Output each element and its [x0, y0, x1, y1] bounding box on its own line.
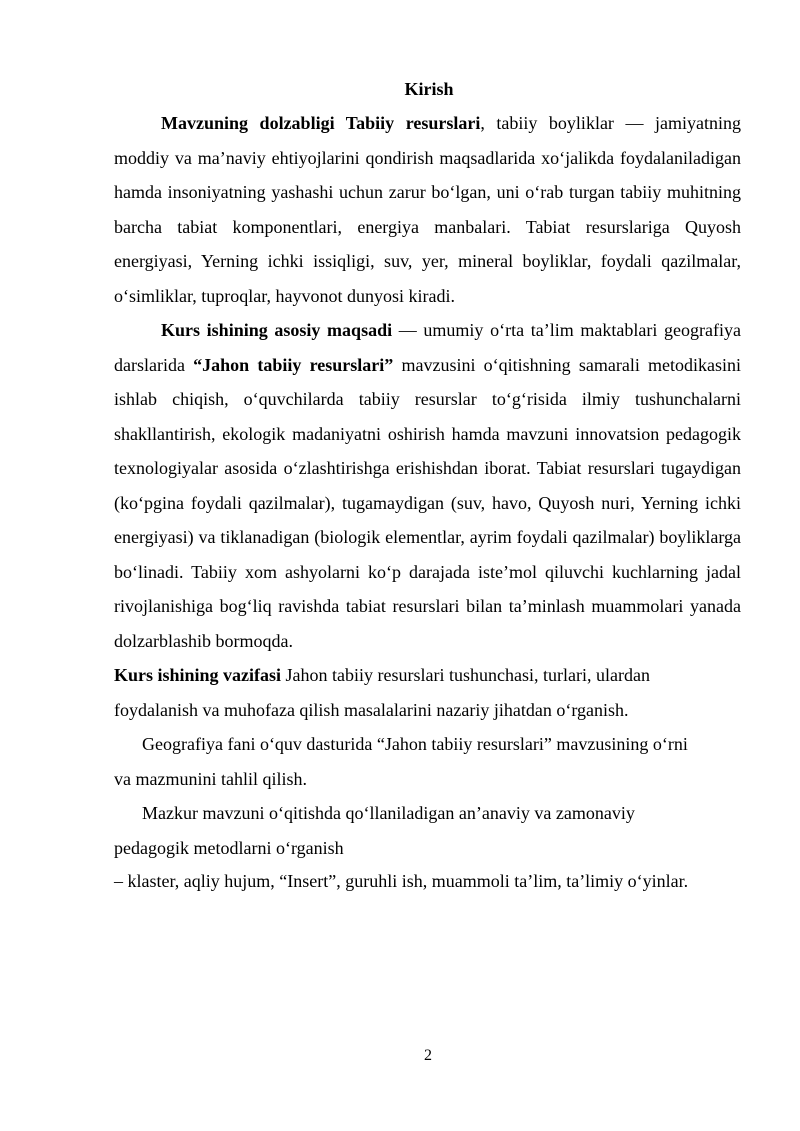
paragraph-methods-list [114, 865, 741, 898]
paragraph-tasks [114, 658, 741, 727]
curriculum-text: Geografiya fani o‘quv dasturida “Jahon tabiiy resurslari” mavzusining o‘rni va mazmunini tahlil qilish. [114, 734, 688, 789]
paragraph-methods [114, 796, 741, 865]
tasks-text: Jahon tabiiy resurslari tushunchasi, turlari, ulardan foydalanish va muhofaza qilish masalalarini nazariy jihatdan o‘rganish. [114, 665, 650, 720]
paragraph-goal [114, 313, 741, 658]
relevance-heading: Mavzuning dolzabligi Tabiiy resurslari [161, 113, 481, 133]
paragraph-curriculum [114, 727, 741, 796]
document-body [114, 106, 741, 898]
page-title: Kirish [404, 79, 454, 99]
methods-list-text: – klaster, aqliy hujum, “Insert”, guruhli ish, muammoli ta’lim, ta’limiy o‘yinlar. [114, 871, 689, 891]
goal-heading: Kurs ishining asosiy maqsadi [161, 320, 393, 340]
tasks-heading: Kurs ishining vazifasi [114, 665, 282, 685]
page-number: 2 [424, 1047, 432, 1064]
goal-text-1: — umumiy o‘rta ta’lim maktablari geografiya darslarida [114, 320, 741, 375]
methods-text: Mazkur mavzuni o‘qitishda qo‘llaniladigan an’anaviy va zamonaviy pedagogik metodlarni o‘rganish [114, 803, 635, 858]
goal-topic: “Jahon tabiiy resurslari” [193, 354, 394, 375]
goal-text-2: mavzusini o‘qitishning samarali metodikasini ishlab chiqish, o‘quvchilarda tabiiy resurslar to‘g‘risida ilmiy tushunchalarni shakllantirish, ekologik madaniyatni oshirish hamda mavzuni innovatsion pedagogik texnologiyalar asosida o‘zlashtirishga erishishdan iborat. Tabiat resurslari tugaydigan (ko‘pgina foydali qazilmalar), tugamaydigan (suv, havo, Quyosh nuri, Yerning ichki energiyasi) va tiklanadigan (biologik elementlar, ayrim foydali qazilmalar) boyliklarga bo‘linadi. Tabiiy xom ashyolarni ko‘p darajada iste’mol qiluvchi kuchlarning jadal rivojlanishiga bog‘liq ravishda tabiat resurslari bilan ta’minlash muammolari yanada dolzarblashib bormoqda. [114, 354, 742, 651]
paragraph-relevance [114, 106, 741, 313]
relevance-text: , tabiiy boyliklar — jamiyatning moddiy va ma’naviy ehtiyojlarini qondirish maqsadlarida xo‘jalikda foydalaniladigan hamda insoniyatning yashashi uchun zarur bo‘lgan, uni o‘rab turgan tabiiy muhitning barcha tabiat komponentlari, energiya manbalari. Tabiat resurslariga Quyosh energiyasi, Yerning ichki issiqligi, suv, yer, mineral boyliklar, foydali qazilmalar, o‘simliklar, tuproqlar, hayvonot dunyosi kiradi. [114, 113, 741, 306]
